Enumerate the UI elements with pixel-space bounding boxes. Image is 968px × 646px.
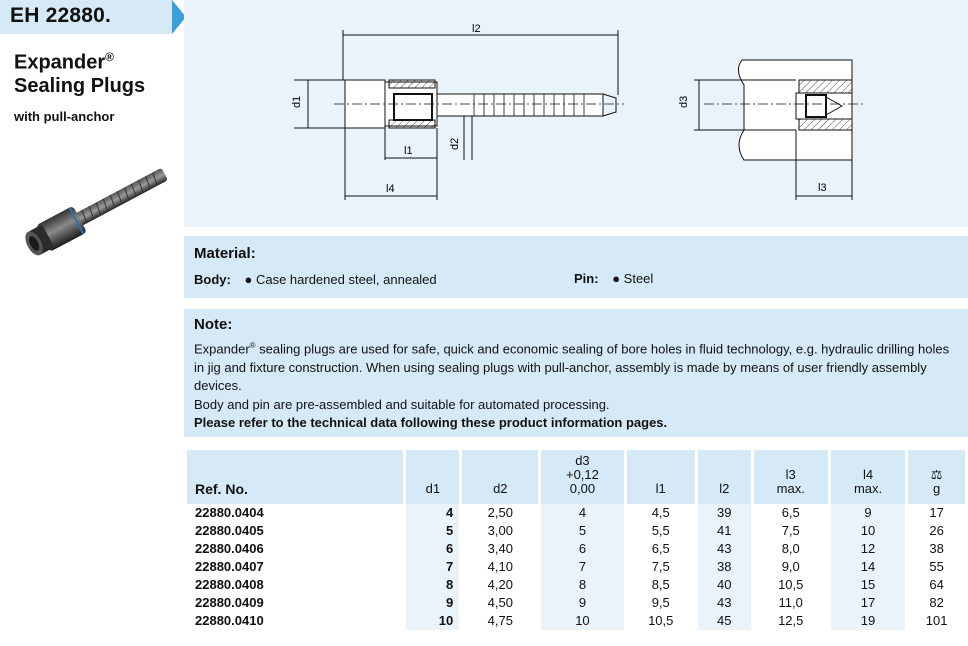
col-d3-tol-lower: 0,00 [569,481,596,496]
cell-ref: 22880.0409 [195,595,264,610]
title-reg: ® [105,50,114,64]
bullet-icon: ● [612,271,621,286]
col-d2-label: d2 [493,481,508,496]
cell-l2: 45 [698,612,751,630]
pin-label: Pin: [574,271,599,286]
table-row [187,540,965,558]
cell-l2: 38 [698,558,751,576]
cell-d2: 3,00 [487,523,513,538]
cell-d1: 6 [406,540,459,558]
spec-table-wrap [184,450,968,630]
dim-l2: l2 [472,23,481,35]
cell-g: 26 [929,523,944,538]
product-subtitle: with pull-anchor [14,109,115,124]
cell-l4: 14 [831,558,905,576]
cell-ref: 22880.0408 [195,577,264,592]
cell-l4: 19 [831,612,905,630]
col-d1-label: d1 [425,481,441,496]
material-pin-row [574,271,653,286]
note-paragraph-3: Please refer to the technical data following these product information pages. [194,415,668,431]
cell-l3: 7,5 [781,523,800,538]
bullet-icon: ● [244,272,253,287]
material-heading: Material: [194,245,256,262]
col-l1: l1 [627,450,695,504]
cell-l1: 7,5 [651,559,670,574]
dim-d3: d3 [678,95,690,108]
cell-d2: 4,75 [487,613,513,628]
col-d2 [462,450,538,504]
cell-g: 101 [925,613,948,628]
col-l4-max: max. [853,481,883,496]
cell-l3: 11,0 [778,595,803,610]
cell-d1: 7 [406,558,459,576]
ref-title: EH 22880. [10,4,112,27]
cell-ref: 22880.0407 [195,559,264,574]
col-l3 [754,450,828,504]
pin-value: Steel [623,271,654,286]
cell-d3: 9 [541,594,623,612]
table-row [187,504,965,522]
table-row [187,612,965,630]
cell-l1: 10,5 [648,613,674,628]
cell-d1: 5 [406,522,459,540]
cell-ref: 22880.0405 [195,523,264,538]
cell-l1: 9,5 [651,595,670,610]
col-l3-label: l3 [785,467,796,482]
title-line1: Expander [14,51,106,74]
col-l2: l2 [698,450,751,504]
cell-d3: 4 [541,504,623,522]
cell-d2: 4,10 [487,559,513,574]
dim-l1: l1 [404,145,413,157]
col-d3 [541,450,623,504]
col-weight [908,450,965,504]
cell-d3: 5 [541,522,623,540]
col-l3-max: max. [776,481,805,496]
spec-table [184,450,968,630]
cell-g: 64 [929,577,944,592]
table-row [187,576,965,594]
cell-l1: 5,5 [651,523,670,538]
product-photo [14,160,184,260]
cell-l3: 6,5 [781,505,800,520]
note-paragraph-2: Body and pin are pre-assembled and suitable for automated processing. [194,396,610,412]
note-heading: Note: [194,316,233,333]
col-d3-tol-upper: +0,12 [565,467,599,482]
cell-d3: 6 [541,540,623,558]
dim-d2: d2 [449,137,461,150]
cell-ref: 22880.0404 [195,505,264,520]
cell-d2: 2,50 [487,505,513,520]
cell-d2: 4,50 [487,595,513,610]
scale-icon: ⚖ [930,467,943,482]
cell-l2: 43 [698,594,751,612]
cell-l3: 8,0 [781,541,800,556]
cell-l2: 39 [698,504,751,522]
technical-drawing [184,0,968,227]
body-label: Body: [194,272,231,287]
cell-l3: 9,0 [781,559,800,574]
table-row [187,558,965,576]
cell-ref: 22880.0406 [195,541,264,556]
cell-l4: 15 [831,576,905,594]
cell-g: 17 [929,505,944,520]
cell-l3: 10,5 [778,577,804,592]
cell-l2: 41 [698,522,751,540]
cell-l1: 8,5 [651,577,670,592]
col-d1 [406,450,459,504]
col-l4-label: l4 [862,467,874,482]
cell-l1: 6,5 [651,541,670,556]
col-d3-label: d3 [575,453,590,468]
cell-d3: 10 [541,612,623,630]
note-p1-b: sealing plugs are used for safe, quick and economic sealing of bore holes in fluid technology, e.g. hydraulic drilling holes in jig and fixture construction. When using sealing plugs with pull-anchor, assembly is made by means of user friendly assembly devices. [194,341,950,394]
cell-l2: 43 [698,540,751,558]
note-p1-a: Expander [194,341,250,357]
cell-l4: 10 [831,522,905,540]
product-title [14,46,145,98]
title-line2: Sealing Plugs [14,74,146,97]
material-panel [184,236,968,298]
cell-d1: 8 [406,576,459,594]
cell-l3: 12,5 [778,613,804,628]
note-p1-reg: ® [249,341,256,350]
table-row [187,522,965,540]
dim-l3: l3 [818,182,827,194]
dim-d1: d1 [291,95,303,108]
cell-d1: 9 [406,594,459,612]
col-weight-unit: g [932,481,941,496]
cell-l1: 4,5 [651,505,670,520]
col-ref: Ref. No. [187,450,403,504]
cell-ref: 22880.0410 [195,613,264,628]
cell-d1: 10 [406,612,459,630]
note-panel [184,309,968,437]
cell-l4: 17 [831,594,905,612]
table-row [187,594,965,612]
cell-l4: 9 [831,504,905,522]
cell-d1: 4 [406,504,459,522]
table-body [187,504,965,630]
cell-d3: 8 [541,576,623,594]
dim-l4: l4 [386,183,395,195]
cell-d3: 7 [541,558,623,576]
material-body-row [194,272,437,287]
cell-g: 82 [929,595,944,610]
cell-l4: 12 [831,540,905,558]
cell-l2: 40 [698,576,751,594]
cell-g: 55 [929,559,944,574]
note-paragraph-1 [194,337,962,396]
table-header-row [187,450,965,504]
body-value: Case hardened steel, annealed [255,272,437,287]
cell-d2: 3,40 [487,541,513,556]
cell-d2: 4,20 [487,577,513,592]
note-body [194,337,962,433]
cell-g: 38 [929,541,944,556]
col-l4 [831,450,905,504]
